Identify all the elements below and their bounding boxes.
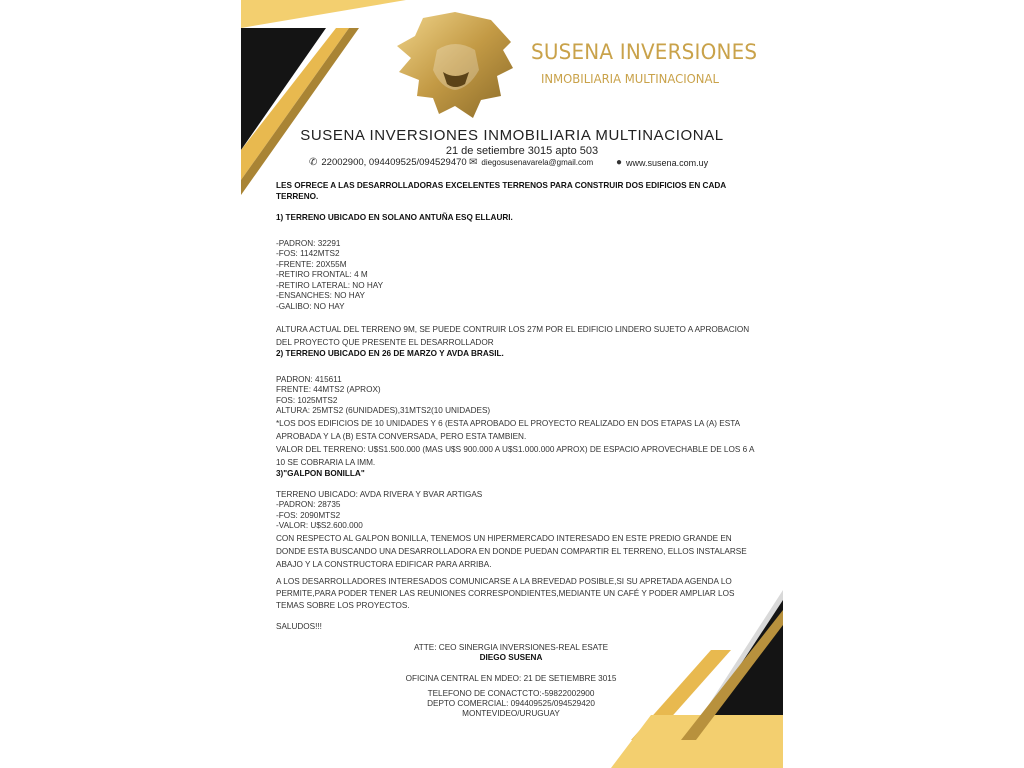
list-item: -FOS: 2090MTS2 xyxy=(276,510,341,520)
list-item: -RETIRO LATERAL: NO HAY xyxy=(276,280,384,290)
signature-phone: TELEFONO DE CONACTCTO:-59822002900 xyxy=(427,688,595,698)
phone-icon: ✆ xyxy=(309,157,318,168)
header-title: SUSENA INVERSIONES INMOBILIARIA MULTINACIONAL xyxy=(300,127,724,144)
brand-name: SUSENA INVERSIONES xyxy=(531,40,758,64)
website-url: www.susena.com.uy xyxy=(626,157,709,168)
list-item: -GALIBO: NO HAY xyxy=(276,301,345,311)
signature-commercial: DEPTO COMERCIAL: 094409525/094529420 xyxy=(427,698,595,708)
signature-city: MONTEVIDEO/URUGUAY xyxy=(462,708,560,718)
list-item: -FOS: 1142MTS2 xyxy=(276,249,340,258)
terrain-3-title: 3)"GALPON BONILLA" xyxy=(276,468,365,478)
intro: LES OFRECE A LAS DESARROLLADORAS EXCELENTES TERRENOS PARA CONSTRUIR DOS EDIFICIOS EN CADA TERRENO. xyxy=(276,181,726,201)
list-item: -FRENTE: 20X55M xyxy=(276,259,347,269)
list-item: -PADRON: 32291 xyxy=(276,238,341,248)
signature-block xyxy=(371,643,651,719)
letterhead-page xyxy=(241,0,783,768)
list-item: FRENTE: 44MTS2 (APROX) xyxy=(276,385,381,394)
letter-body xyxy=(276,181,756,633)
list-item: -ENSANCHES: NO HAY xyxy=(276,291,366,300)
terrain-3-note: CON RESPECTO AL GALPON BONILLA, TENEMOS UN HIPERMERCADO INTERESADO EN ESTE PREDIO GRANDE EN DONDE ESTA BUSCANDO UNA DESARROLLADORA EN DONDE PUEDAN COMPARTIR EL TERRENO, ELLOS INSTALARSE ABAJO Y LA CONSTRUCTORA EDIFICAR PARA ARRIBA. xyxy=(276,533,747,569)
list-item: PADRON: 415611 xyxy=(276,374,342,384)
signature-name: DIEGO SUSENA xyxy=(479,653,543,662)
email-address: diegosusenavarela@gmail.com xyxy=(481,158,594,167)
terrain-1-title: 1) TERRENO UBICADO EN SOLANO ANTUÑA ESQ ELLAURI. xyxy=(276,212,513,222)
list-item: FOS: 1025MTS2 xyxy=(276,395,338,405)
terrain-2-note-2: VALOR DEL TERRENO: U$S1.500.000 (MAS U$S 900.000 A U$S1.000.000 APROX) DE ESPACIO APROVECHABLE DE LOS 6 A 10 SE COBRARIA LA IMM. xyxy=(276,444,754,467)
contact-phone xyxy=(309,157,467,168)
contact-website xyxy=(616,157,708,168)
phone-numbers: 22002900, 094409525/094529470 xyxy=(321,157,467,168)
brand-subtitle: INMOBILIARIA MULTINACIONAL xyxy=(541,71,719,86)
terrain-2-note-1: *LOS DOS EDIFICIOS DE 10 UNIDADES Y 6 (ESTA APROBADO EL PROYECTO REALIZADO EN DOS ETAPAS LA (A) ESTA APROBADA Y LA (B) ESTA CONVERSADA, PERO ESTA TAMBIEN. xyxy=(276,418,740,441)
list-item: -PADRON: 28735 xyxy=(276,500,341,509)
lion-logo-icon xyxy=(393,10,517,122)
header-address: 21 de setiembre 3015 apto 503 xyxy=(445,145,599,157)
signature-office: OFICINA CENTRAL EN MDEO: 21 DE SETIEMBRE 3015 xyxy=(405,673,617,683)
closing-paragraph: A LOS DESARROLLADORES INTERESADOS COMUNICARSE A LA BREVEDAD POSIBLE,SI SU APRETADA AGENDA LO PERMITE,PARA PODER TENER LAS REUNIONES CORRESPONDIENTES,MEDIANTE UN CAFÉ Y PODER AMPLIAR LOS TEMAS SOBRE LOS PROYECTOS. xyxy=(276,576,735,610)
contact-email xyxy=(469,157,593,168)
list-item: -VALOR: U$S2.600.000 xyxy=(276,521,363,530)
list-item: ALTURA: 25MTS2 (6UNIDADES),31MTS2(10 UNIDADES) xyxy=(276,406,491,415)
terrain-2-title: 2) TERRENO UBICADO EN 26 DE MARZO Y AVDA BRASIL. xyxy=(276,348,504,358)
terrain-3-location: TERRENO UBICADO: AVDA RIVERA Y BVAR ARTIGAS xyxy=(276,489,483,499)
globe-icon: ● xyxy=(616,157,623,168)
email-icon: ✉ xyxy=(469,157,478,168)
list-item: -RETIRO FRONTAL: 4 M xyxy=(276,270,368,279)
terrain-1-note: ALTURA ACTUAL DEL TERRENO 9M, SE PUEDE CONTRUIR LOS 27M POR EL EDIFICIO LINDERO SUJETO A APROBACION DEL PROYECTO QUE PRESENTE EL DESARROLLADOR xyxy=(276,324,750,347)
signature-attn: ATTE: CEO SINERGIA INVERSIONES-REAL ESATE xyxy=(413,643,609,652)
greeting: SALUDOS!!! xyxy=(276,622,322,631)
